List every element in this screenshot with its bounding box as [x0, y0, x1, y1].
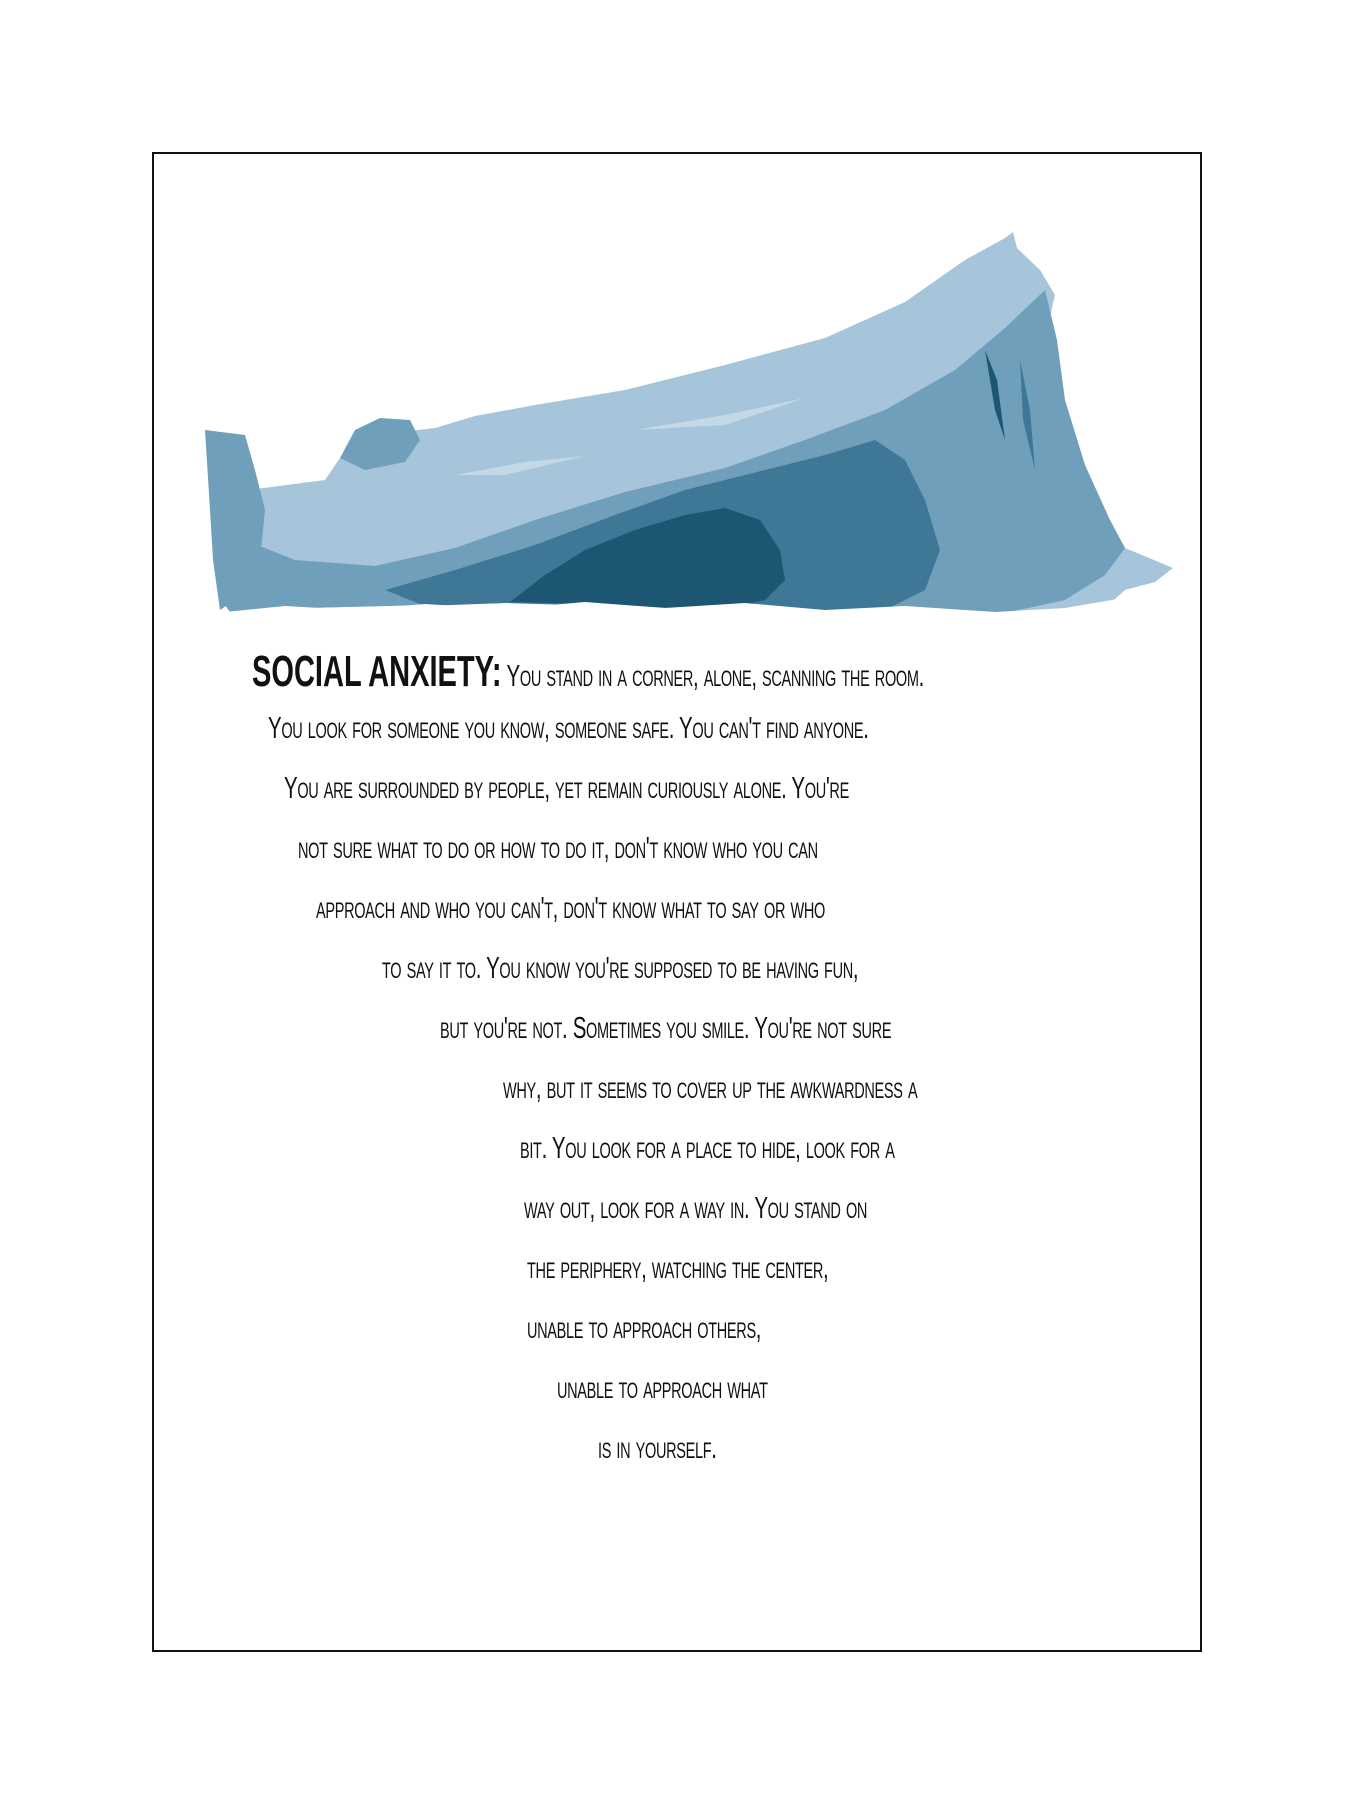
poem-line-5: approach and who you can't, don't know what to say or who	[316, 890, 825, 925]
poem-line-11: the periphery, watching the center,	[527, 1250, 829, 1285]
poem-line-10: way out, look for a way in. You stand on	[524, 1190, 868, 1225]
poem-line-8: why, but it seems to cover up the awkwardness a	[503, 1070, 918, 1105]
poem-line-3: You are surrounded by people, yet remain curiously alone. You're	[284, 770, 849, 805]
poem-line-9: bit. You look for a place to hide, look for a	[520, 1130, 895, 1165]
poem-line-12: unable to approach others,	[527, 1310, 762, 1345]
poem-line-14: is in yourself.	[598, 1430, 717, 1465]
poem-text-block	[0, 640, 1350, 1490]
poem-line-13: unable to approach what	[557, 1370, 768, 1405]
poem-line-4: not sure what to do or how to do it, don't know who you can	[298, 830, 818, 865]
poem-line-7: but you're not. Sometimes you smile. You're not sure	[440, 1010, 892, 1045]
iceberg-illustration	[205, 230, 1180, 620]
poem-line-text: You stand in a corner, alone, scanning the room.	[501, 658, 924, 693]
poem-line-1	[252, 647, 924, 696]
poem-line-6: to say it to. You know you're supposed to be having fun,	[382, 950, 859, 985]
poem-line-2: You look for someone you know, someone safe. You can't find anyone.	[268, 710, 869, 745]
poem-heading: SOCIAL ANXIETY:	[252, 647, 502, 696]
